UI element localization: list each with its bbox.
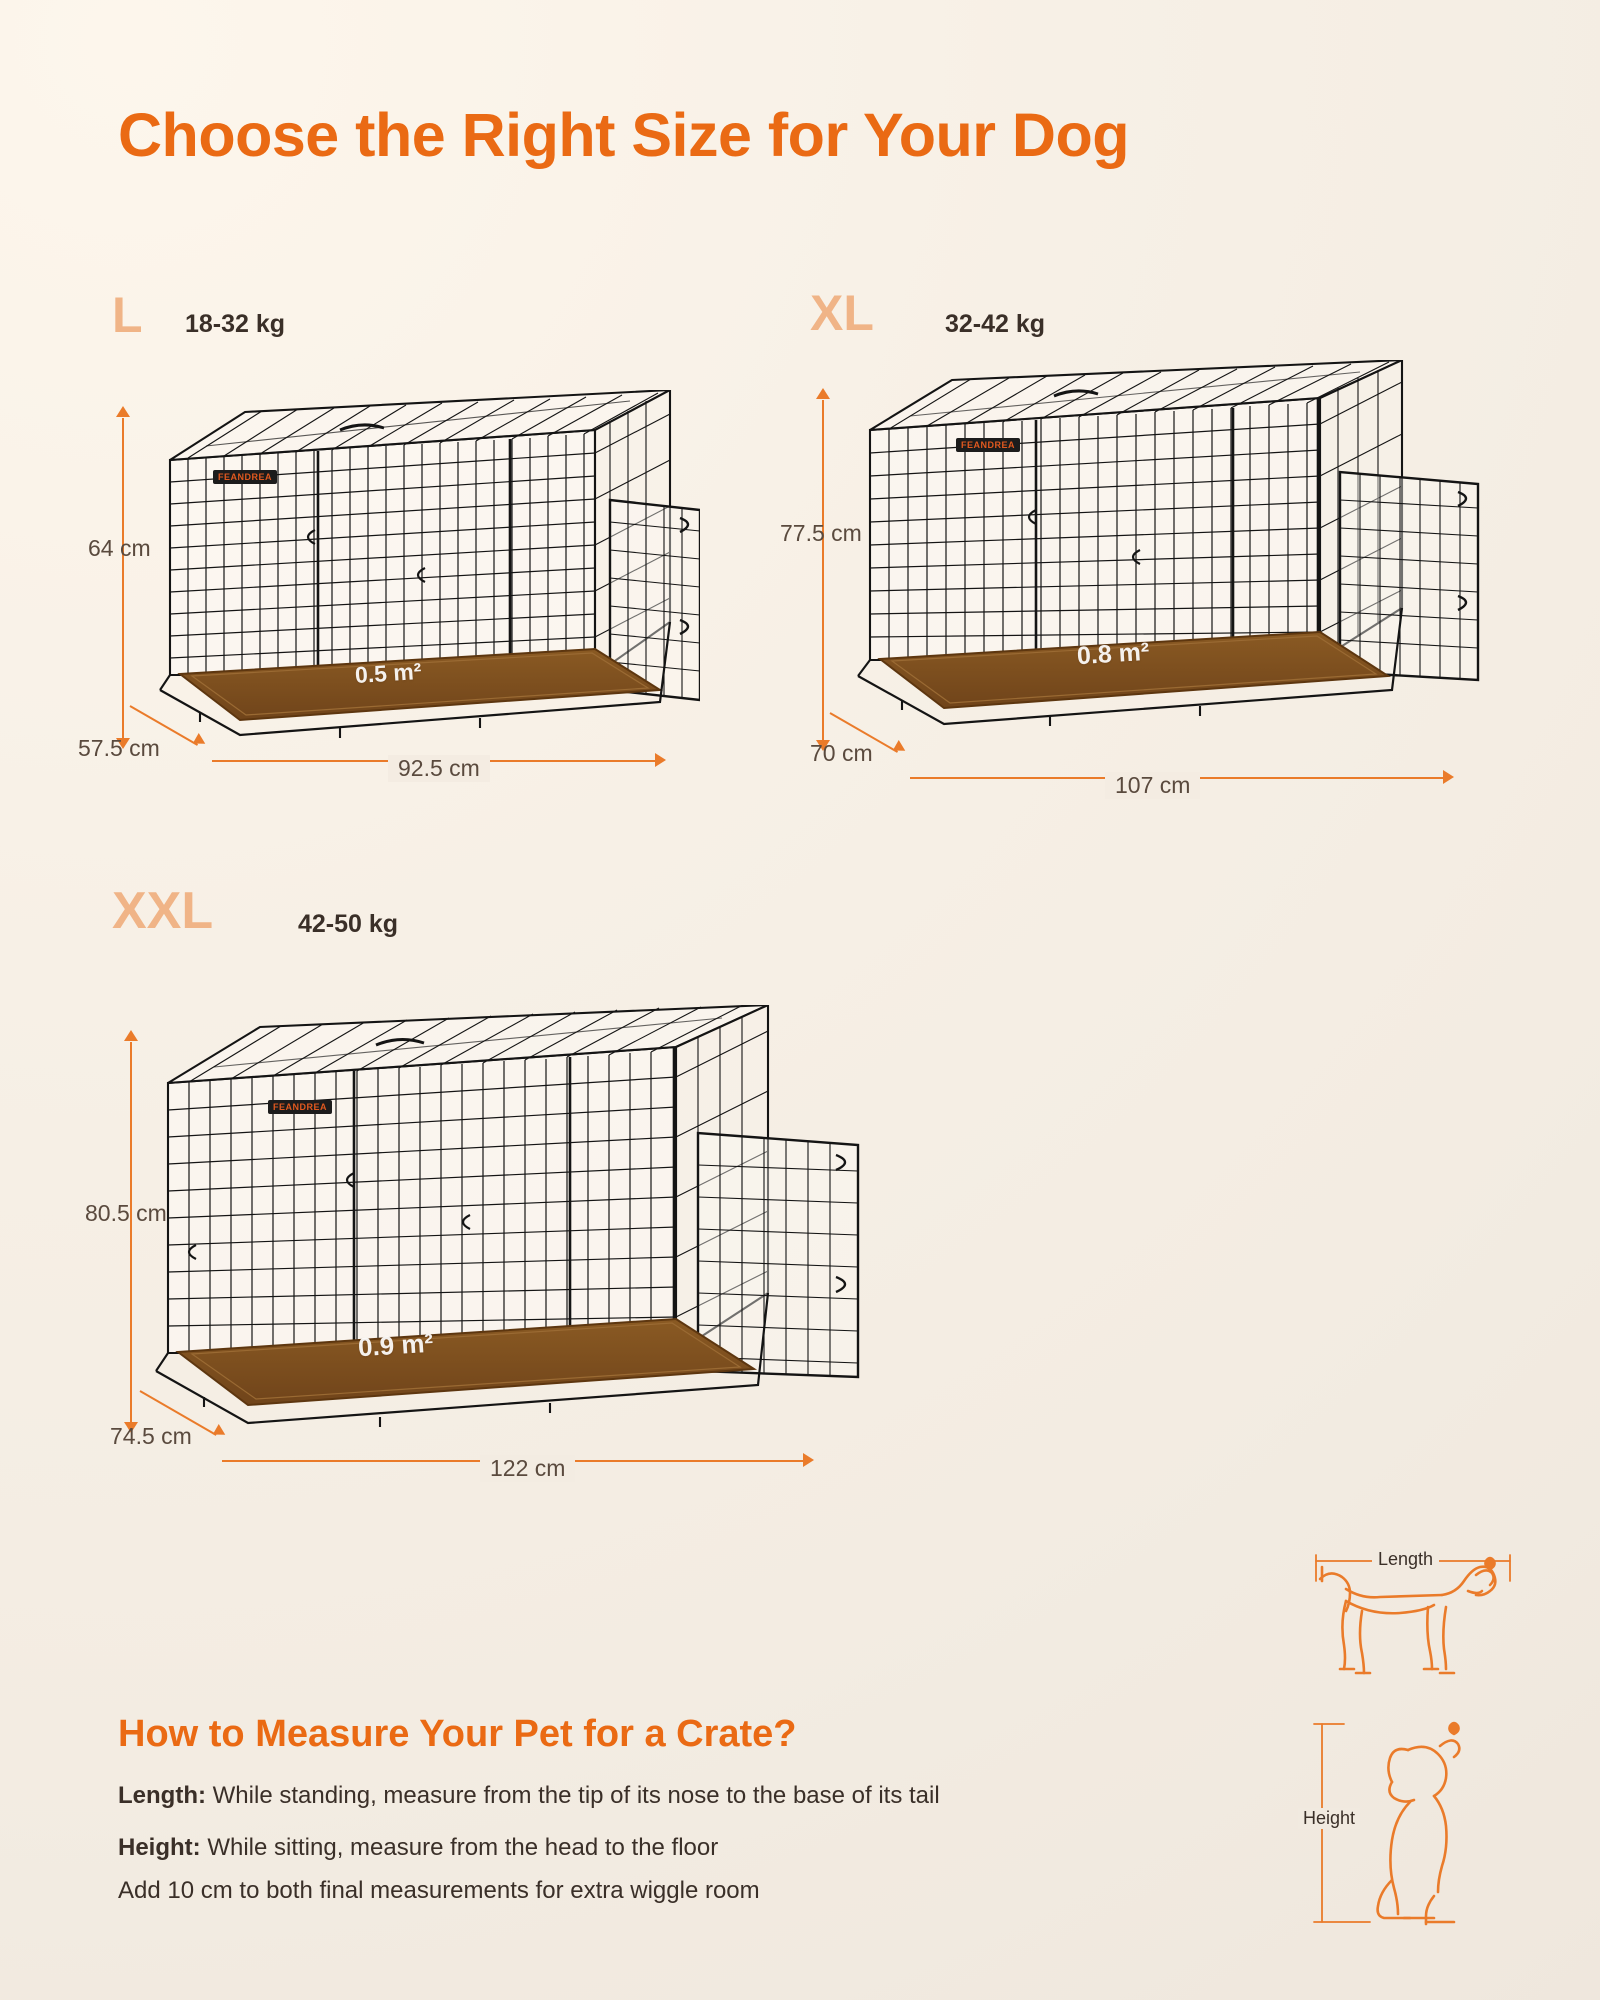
howto-height-label: Height: [118, 1834, 201, 1861]
width-arrow-l [655, 753, 666, 767]
howto-height-line [118, 1834, 718, 1862]
crate-size-label-xl: XL [810, 285, 874, 341]
height-arrow-top-l [116, 406, 130, 417]
width-value-l: 92.5 cm [388, 755, 490, 782]
depth-value-xl: 70 cm [810, 740, 873, 766]
height-value-xl: 77.5 cm [780, 520, 862, 546]
howto-height-text: While sitting, measure from the head to the floor [200, 1834, 719, 1861]
howto-title: How to Measure Your Pet for a Crate? [118, 1713, 797, 1755]
height-line-xl [822, 400, 824, 740]
crate-card-xl [700, 0, 1600, 800]
depth-value-l: 57.5 cm [78, 735, 160, 761]
height-line-l [122, 418, 124, 738]
dog-height-diagram [1300, 1710, 1520, 1945]
howto-length-text: While standing, measure from the tip of its nose to the base of its tail [205, 1782, 940, 1809]
depth-value-xxl: 74.5 cm [110, 1423, 192, 1449]
dog-length-label: Length [1372, 1549, 1439, 1570]
crate-size-label-xxl: XXL [112, 882, 214, 940]
crate-brand-badge-xl: FEANDREA [956, 438, 1020, 452]
howto-length-label: Length: [118, 1782, 206, 1809]
crate-card-xxl [0, 870, 900, 1510]
howto-length-line [118, 1782, 940, 1810]
crate-weight-label-xl: 32-42 kg [945, 310, 1046, 338]
width-value-xxl: 122 cm [480, 1455, 575, 1482]
crate-area-label-xl: 0.8 m² [1076, 637, 1151, 671]
crate-card-l [0, 0, 700, 800]
height-line-xxl [130, 1042, 132, 1422]
crate-brand-badge-l: FEANDREA [213, 470, 277, 484]
dog-height-label: Height [1298, 1808, 1360, 1829]
width-value-xl: 107 cm [1105, 772, 1200, 799]
height-value-xxl: 80.5 cm [85, 1200, 167, 1226]
crate-illustration-l [140, 390, 700, 770]
howto-note-line: Add 10 cm to both final measurements for extra wiggle room [118, 1877, 760, 1904]
crate-illustration-xxl [140, 1005, 860, 1485]
width-arrow-xl [1443, 770, 1454, 784]
crate-weight-label-l: 18-32 kg [185, 310, 286, 338]
crate-area-label-xxl: 0.9 m² [357, 1327, 434, 1363]
crate-weight-label-xxl: 42-50 kg [298, 910, 399, 938]
height-arrow-top-xxl [124, 1030, 138, 1041]
height-arrow-top-xl [816, 388, 830, 399]
crate-brand-badge-xxl: FEANDREA [268, 1100, 332, 1114]
width-arrow-xxl [803, 1453, 814, 1467]
crate-area-label-l: 0.5 m² [354, 657, 423, 689]
crate-illustration-xl [840, 360, 1480, 760]
crate-size-label-l: L [112, 287, 143, 343]
page-title: Choose the Right Size for Your Dog [118, 101, 1129, 169]
dog-length-diagram [1300, 1545, 1520, 1700]
height-value-l: 64 cm [88, 535, 151, 561]
